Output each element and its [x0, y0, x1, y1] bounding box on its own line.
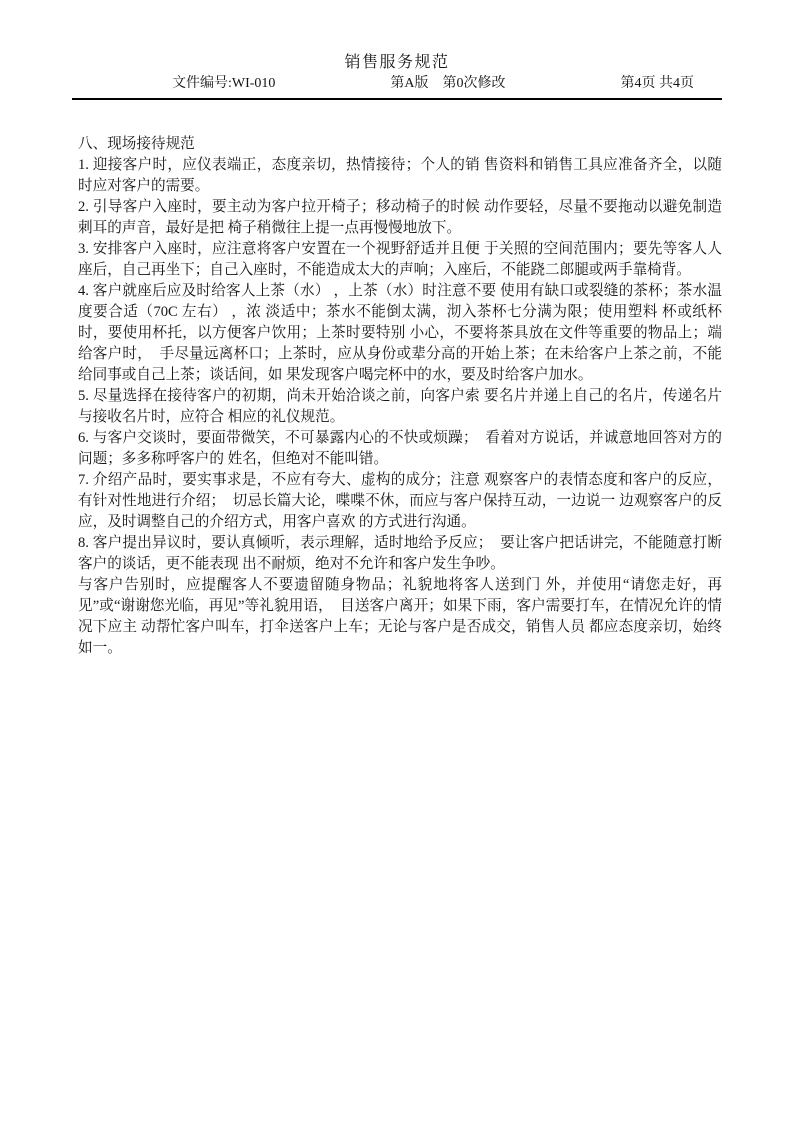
paragraph-conversation: 6. 与客户交谈时，要面带微笑，不可暴露内心的不快或烦躁； 看着对方说话，并诚意地回答对方的问题；多多称呼客户的 姓名，但绝对不能叫错。	[78, 430, 722, 467]
page-count: 第4页 共4页	[620, 76, 694, 91]
document-body	[78, 134, 722, 659]
paragraph-farewell: 与客户告别时，应提醒客人不要遗留随身物品；礼貌地将客人送到门 外，并使用“请您走好，再见”或“谢谢您光临，再见”等礼貌用语， 目送客户离开；如果下雨，客户需要打车，在情况允许的情况下应主 动帮忙客户叫车，打伞送客户上车；无论与客户是否成交，销售人员 都应态度亲切，始终如一。	[78, 577, 722, 656]
paragraph-guiding-seat: 2. 引导客户入座时，要主动为客户拉开椅子；移动椅子的时候 动作要轻，尽量不要拖动以避免制造刺耳的声音，最好是把 椅子稍微往上提一点再慢慢地放下。	[78, 199, 722, 236]
paragraph-objections: 8. 客户提出异议时，要认真倾听，表示理解，适时地给予反应； 要让客户把话讲完，不能随意打断客户的谈话，更不能表现 出不耐烦，绝对不允许和客户发生争吵。	[78, 535, 722, 572]
version-revision: 第A版 第0次修改	[390, 76, 506, 91]
paragraph-greeting: 1. 迎接客户时，应仪表端正，态度亲切，热情接待；个人的销 售资料和销售工具应准备齐全，以随时应对客户的需要。	[78, 157, 722, 194]
header-divider	[72, 98, 722, 100]
header-info-row	[72, 74, 722, 98]
section-heading: 八、现场接待规范	[78, 136, 195, 152]
paragraph-arranging-seat: 3. 安排客户入座时，应注意将客户安置在一个视野舒适并且便 于关照的空间范围内；要先等客人人座后，自己再坐下；自己入座时，不能造成太大的声响；入座后，不能跷二郎腿或两手靠椅背。	[78, 241, 722, 278]
paragraph-business-cards: 5. 尽量选择在接待客户的初期，尚未开始洽谈之前，向客户索 要名片并递上自己的名片，传递名片与接收名片时，应符合 相应的礼仪规范。	[78, 388, 722, 425]
paragraph-product-introduction: 7. 介绍产品时，要实事求是，不应有夸大、虚构的成分；注意 观察客户的表情态度和客户的反应，有针对性地进行介绍； 切忌长篇大论，喋喋不休，而应与客户保持互动，一边说一 边观察客户的反应，及时调整自己的介绍方式，用客户喜欢 的方式进行沟通。	[78, 472, 722, 530]
document-title: 销售服务规范	[344, 54, 450, 71]
page-header	[72, 52, 722, 100]
document-number: 文件编号:WI-010	[172, 76, 276, 91]
paragraph-serving-tea: 4. 客户就座后应及时给客人上茶（水） ，上茶（水）时注意不要 使用有缺口或裂缝的茶杯；茶水温度要合适（70C 左右） ，浓 淡适中；茶水不能倒太满，沏入茶杯七分满为限；使用塑料 杯或纸杯时，要使用杯托，以方便客户饮用；上茶时要特别 小心，不要将茶具放在文件等重要的物品上；端给客户时， 手尽量远离杯口；上茶时，应从身份或辈分高的开始上茶；在未给客户上茶之前，不能给同事或自己上茶；谈话间，如 果发现客户喝完杯中的水，要及时给客户加水。	[78, 283, 722, 383]
